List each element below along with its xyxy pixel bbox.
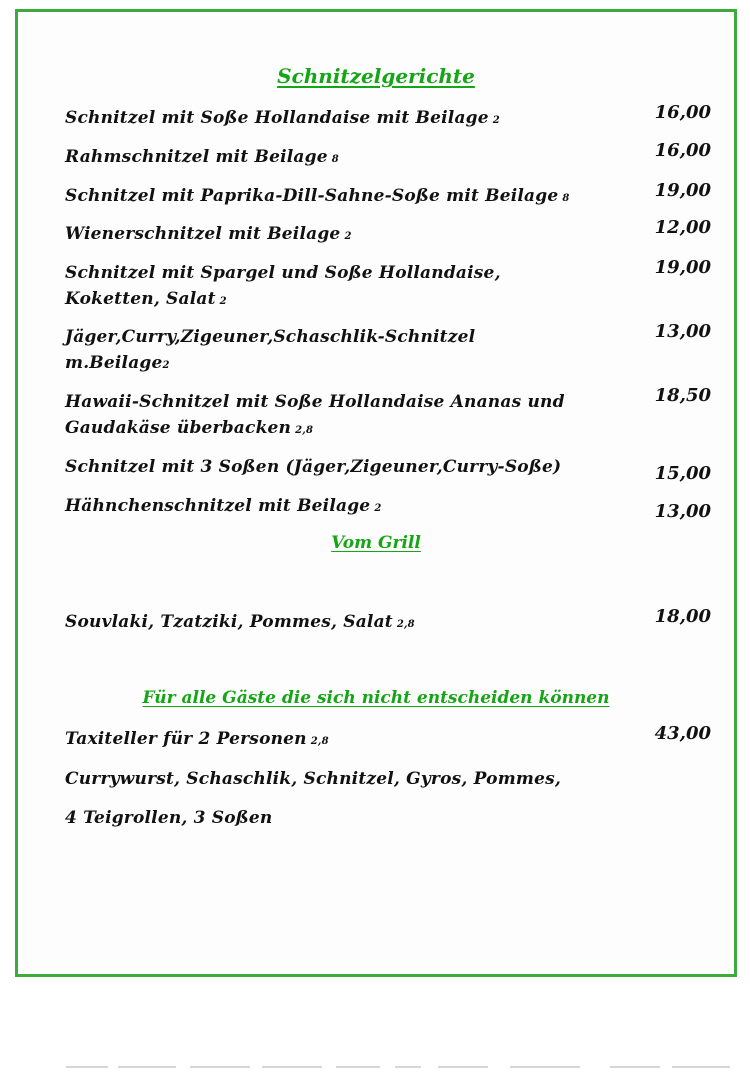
menu-frame <box>15 9 737 977</box>
scan-artifact <box>118 1066 176 1068</box>
menu-item <box>65 493 675 522</box>
menu-item-name: Schnitzel mit 3 Soßen (Jäger,Zigeuner,Curry-Soße) <box>65 457 562 477</box>
menu-item-name: Jäger,Curry,Zigeuner,Schaschlik-Schnitzel <box>65 327 476 347</box>
section-title-schnitzel: Schnitzelgerichte <box>277 64 475 88</box>
menu-item-name: Souvlaki, Tzatziki, Pommes, Salat <box>65 612 393 632</box>
menu-item <box>65 726 675 755</box>
menu-item-name: Schnitzel mit Paprika-Dill-Sahne-Soße mit Beilage <box>65 186 559 206</box>
ingredient-note: 2,8 <box>295 425 314 436</box>
scan-artifact <box>395 1066 421 1068</box>
menu-item-price: 13,00 <box>654 321 711 342</box>
menu-item-price: 18,50 <box>654 385 711 406</box>
menu-item-price: 18,00 <box>654 606 711 627</box>
section-title-guests: Für alle Gäste die sich nicht entscheiden können <box>142 688 610 708</box>
scan-artifact <box>190 1066 250 1068</box>
menu-item <box>65 221 675 250</box>
section-title-grill: Vom Grill <box>331 533 421 553</box>
ingredient-note: 8 <box>562 193 570 204</box>
scan-artifact <box>66 1066 108 1068</box>
scan-artifact <box>438 1066 488 1068</box>
menu-item-name: Hawaii-Schnitzel mit Soße Hollandaise Ananas und <box>65 392 565 412</box>
menu-item <box>65 183 675 212</box>
menu-item-price: 43,00 <box>654 723 711 744</box>
menu-item-price: 19,00 <box>654 180 711 201</box>
scan-artifact <box>336 1066 380 1068</box>
scan-artifact <box>610 1066 660 1068</box>
ingredient-note: 2,8 <box>310 736 329 747</box>
menu-item <box>65 454 675 480</box>
menu-item <box>65 260 675 315</box>
menu-item-price: 16,00 <box>654 102 711 123</box>
menu-item-name: Schnitzel mit Spargel und Soße Hollandaise, <box>65 263 501 283</box>
menu-item-price: 12,00 <box>654 217 711 238</box>
menu-item <box>65 389 675 444</box>
menu-item-name-cont: Koketten, Salat <box>65 289 216 309</box>
ingredient-note: 2 <box>219 296 227 307</box>
menu-item-name: Rahmschnitzel mit Beilage <box>65 147 328 167</box>
menu-item-price: 13,00 <box>654 501 711 522</box>
scan-artifact <box>672 1066 730 1068</box>
scan-artifact <box>262 1066 322 1068</box>
menu-item-name: Taxiteller für 2 Personen <box>65 729 307 749</box>
menu-item-name: Wienerschnitzel mit Beilage <box>65 224 341 244</box>
menu-item-price: 15,00 <box>654 463 711 484</box>
scan-artifact <box>510 1066 580 1068</box>
menu-item-name-cont: Gaudakäse überbacken <box>65 418 292 438</box>
menu-item-description: 4 Teigrollen, 3 Soßen <box>65 808 273 828</box>
menu-item-price: 16,00 <box>654 140 711 161</box>
menu-item <box>65 105 675 134</box>
ingredient-note: 2 <box>374 503 382 514</box>
menu-item <box>65 609 675 638</box>
ingredient-note: 2,8 <box>396 619 415 630</box>
menu-item-name: Hähnchenschnitzel mit Beilage <box>65 496 371 516</box>
menu-item-description: Currywurst, Schaschlik, Schnitzel, Gyros, Pommes, <box>65 769 561 789</box>
ingredient-note: 2 <box>344 231 352 242</box>
menu-item-name: Schnitzel mit Soße Hollandaise mit Beilage <box>65 108 489 128</box>
ingredient-note: 2 <box>162 360 170 371</box>
menu-item-price: 19,00 <box>654 257 711 278</box>
menu-item-name-cont: m.Beilage <box>65 353 163 373</box>
menu-item <box>65 324 675 379</box>
ingredient-note: 2 <box>492 115 500 126</box>
ingredient-note: 8 <box>331 154 339 165</box>
menu-item <box>65 144 675 173</box>
